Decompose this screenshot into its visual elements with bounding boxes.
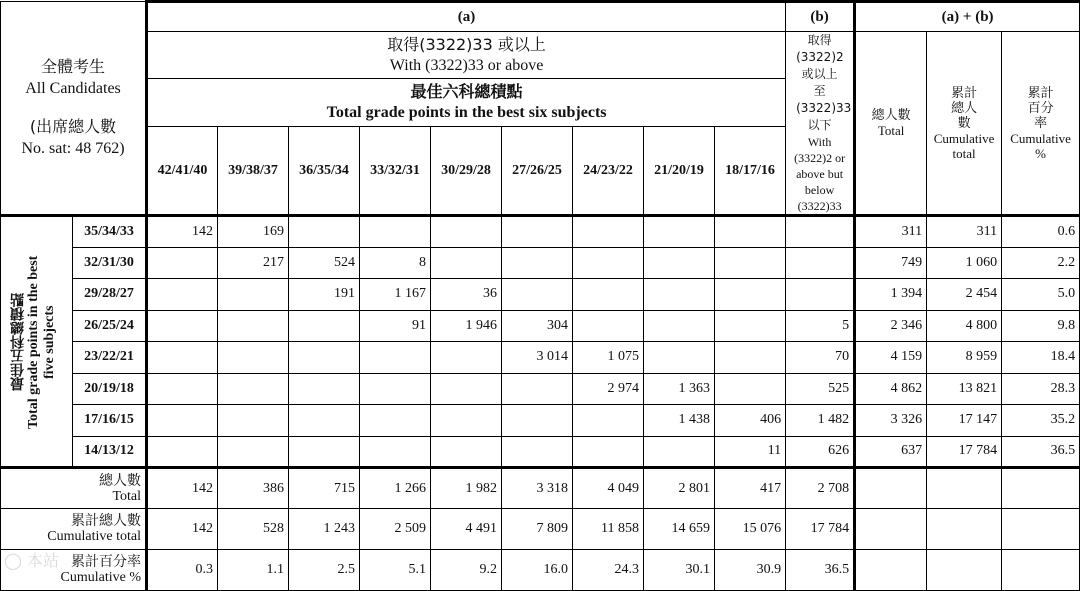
empty-cell: [927, 550, 1002, 591]
table-row: [1, 373, 1080, 405]
header-total-zh: 總人數: [871, 108, 911, 123]
empty-cell: [1002, 550, 1080, 591]
summary-cell: 2.5: [289, 550, 360, 591]
section-a-label: (a): [147, 2, 786, 32]
corner-cell: [1, 2, 147, 216]
data-cell: [715, 247, 786, 279]
data-cell: 91: [360, 310, 431, 342]
total-cell: 2 346: [855, 310, 927, 342]
row-axis-zh: 最佳五科總積點: [9, 292, 26, 391]
row-label: 20/19/18: [73, 373, 147, 405]
data-cell: [431, 342, 502, 374]
data-cell: [502, 247, 573, 279]
header-a-en: With (3322)33 or above: [389, 56, 544, 74]
summary-label-zh: 累計總人數: [71, 513, 142, 529]
table-row: [1, 216, 1080, 248]
summary-row: [1, 468, 1080, 509]
empty-cell: [1002, 509, 1080, 550]
summary-label-en: Cumulative %: [60, 570, 142, 585]
data-cell: [715, 310, 786, 342]
data-cell: 142: [147, 216, 218, 248]
column-header: 39/38/37: [218, 127, 289, 216]
data-cell: [147, 405, 218, 437]
cumulative-cell: 17 784: [927, 436, 1002, 468]
cumulative-cell: 311: [927, 216, 1002, 248]
header-a-subtitle: [147, 78, 786, 127]
table-row: [1, 342, 1080, 374]
data-cell: [289, 436, 360, 468]
data-cell: [573, 279, 644, 311]
data-cell: [147, 342, 218, 374]
data-cell: [644, 216, 715, 248]
section-b-cell: 525: [786, 373, 855, 405]
section-b-cell: [786, 247, 855, 279]
header-a-sub-zh: 最佳六科總積點: [410, 82, 523, 102]
header-total-en: Total: [877, 123, 905, 138]
percent-cell: 36.5: [1002, 436, 1080, 468]
summary-cell: 5.1: [360, 550, 431, 591]
header-a-criteria: [147, 32, 786, 79]
data-cell: [573, 310, 644, 342]
header-a-zh: 取得(3322)33 或以上: [387, 34, 546, 54]
total-cell: 4 159: [855, 342, 927, 374]
data-cell: [360, 436, 431, 468]
summary-cell: 1 243: [289, 509, 360, 550]
summary-cell: 528: [218, 509, 289, 550]
summary-cell: 11 858: [573, 509, 644, 550]
column-header: 21/20/19: [644, 127, 715, 216]
empty-cell: [1002, 468, 1080, 509]
header-pct-cell: [1002, 32, 1080, 216]
data-cell: [502, 216, 573, 248]
column-header: 24/23/22: [573, 127, 644, 216]
total-cell: 4 862: [855, 373, 927, 405]
column-header: 42/41/40: [147, 127, 218, 216]
summary-cell: 4 491: [431, 509, 502, 550]
summary-cell: 30.9: [715, 550, 786, 591]
total-cell: 749: [855, 247, 927, 279]
header-cum-cell: [927, 32, 1002, 216]
data-cell: 1 075: [573, 342, 644, 374]
summary-cell: 715: [289, 468, 360, 509]
section-b-cell: 1 482: [786, 405, 855, 437]
summary-cell: 17 784: [786, 509, 855, 550]
summary-cell: 1.1: [218, 550, 289, 591]
percent-cell: 18.4: [1002, 342, 1080, 374]
data-cell: [431, 216, 502, 248]
total-cell: 311: [855, 216, 927, 248]
total-cell: 3 326: [855, 405, 927, 437]
data-cell: [715, 373, 786, 405]
data-cell: [218, 405, 289, 437]
row-axis-label: [1, 216, 73, 468]
data-cell: [147, 310, 218, 342]
data-cell: 217: [218, 247, 289, 279]
row-axis-en: Total grade points in the best five subjects: [25, 254, 57, 429]
percent-cell: 2.2: [1002, 247, 1080, 279]
header-pct-zh: 累計百分率: [1027, 85, 1054, 131]
empty-cell: [855, 468, 927, 509]
corner-sat-zh: (出席總人數: [29, 117, 117, 136]
data-cell: [573, 247, 644, 279]
row-label: 32/31/30: [73, 247, 147, 279]
section-b-cell: [786, 279, 855, 311]
percent-cell: 28.3: [1002, 373, 1080, 405]
data-cell: [715, 216, 786, 248]
column-header: 33/32/31: [360, 127, 431, 216]
data-cell: [573, 216, 644, 248]
data-cell: 1 438: [644, 405, 715, 437]
summary-cell: 3 318: [502, 468, 573, 509]
cumulative-cell: 17 147: [927, 405, 1002, 437]
summary-label-zh: 總人數: [99, 472, 142, 489]
header-cum-en: Cumulative total: [933, 130, 995, 161]
summary-cell: 417: [715, 468, 786, 509]
summary-cell: 30.1: [644, 550, 715, 591]
empty-cell: [927, 468, 1002, 509]
summary-label: [1, 468, 147, 509]
summary-cell: 24.3: [573, 550, 644, 591]
data-cell: [218, 310, 289, 342]
section-b-cell: 626: [786, 436, 855, 468]
data-cell: [289, 216, 360, 248]
summary-cell: 142: [147, 468, 218, 509]
data-cell: [502, 373, 573, 405]
corner-sat-en: No. sat: 48 762): [21, 140, 125, 157]
summary-cell: 14 659: [644, 509, 715, 550]
data-cell: [289, 342, 360, 374]
header-a-sub-en: Total grade points in the best six subjects: [326, 104, 607, 122]
total-cell: 1 394: [855, 279, 927, 311]
summary-cell: 0.3: [147, 550, 218, 591]
data-cell: 36: [431, 279, 502, 311]
summary-row: [1, 509, 1080, 550]
data-cell: 1 167: [360, 279, 431, 311]
data-cell: [502, 436, 573, 468]
summary-cell: 2 708: [786, 468, 855, 509]
summary-cell: 1 266: [360, 468, 431, 509]
column-header: 27/26/25: [502, 127, 573, 216]
watermark: ◯ 本站: [4, 551, 59, 570]
table-row: [1, 405, 1080, 437]
row-label: 17/16/15: [73, 405, 147, 437]
data-cell: [431, 247, 502, 279]
cumulative-cell: 8 959: [927, 342, 1002, 374]
data-cell: [502, 405, 573, 437]
data-cell: [573, 436, 644, 468]
section-b-cell: 70: [786, 342, 855, 374]
row-label: 14/13/12: [73, 436, 147, 468]
data-cell: 2 974: [573, 373, 644, 405]
data-cell: [644, 247, 715, 279]
summary-cell: 2 801: [644, 468, 715, 509]
percent-cell: 9.8: [1002, 310, 1080, 342]
data-cell: [289, 405, 360, 437]
row-label: 29/28/27: [73, 279, 147, 311]
column-header: 36/35/34: [289, 127, 360, 216]
data-cell: [360, 216, 431, 248]
cumulative-cell: 4 800: [927, 310, 1002, 342]
data-cell: 406: [715, 405, 786, 437]
summary-cell: 36.5: [786, 550, 855, 591]
data-cell: [218, 373, 289, 405]
summary-cell: 16.0: [502, 550, 573, 591]
data-cell: 1 363: [644, 373, 715, 405]
header-cum-zh: 累計總人數: [951, 85, 978, 131]
data-cell: [431, 436, 502, 468]
summary-label-en: Total: [112, 488, 142, 504]
section-ab-label: (a) + (b): [855, 2, 1080, 32]
summary-label-en: Cumulative total: [47, 529, 142, 544]
data-cell: 191: [289, 279, 360, 311]
data-cell: [431, 373, 502, 405]
summary-cell: 4 049: [573, 468, 644, 509]
summary-cell: 1 982: [431, 468, 502, 509]
data-cell: [644, 342, 715, 374]
summary-row: [1, 550, 1080, 591]
data-cell: [218, 436, 289, 468]
corner-en: All Candidates: [25, 80, 121, 97]
corner-zh: 全體考生: [41, 57, 106, 76]
cumulative-cell: 2 454: [927, 279, 1002, 311]
header-total-cell: [855, 32, 927, 216]
data-cell: [218, 279, 289, 311]
percent-cell: 35.2: [1002, 405, 1080, 437]
header-b-zh: 取得(3322)2或以上至(3322)33以下: [796, 33, 852, 132]
cumulative-cell: 1 060: [927, 247, 1002, 279]
empty-cell: [855, 550, 927, 591]
empty-cell: [927, 509, 1002, 550]
data-cell: [360, 405, 431, 437]
data-cell: [644, 279, 715, 311]
data-cell: [289, 310, 360, 342]
data-cell: 304: [502, 310, 573, 342]
data-cell: [715, 279, 786, 311]
summary-cell: 9.2: [431, 550, 502, 591]
section-b-cell: 5: [786, 310, 855, 342]
total-cell: 637: [855, 436, 927, 468]
data-cell: [360, 373, 431, 405]
column-header: 18/17/16: [715, 127, 786, 216]
row-label: 35/34/33: [73, 216, 147, 248]
data-cell: 169: [218, 216, 289, 248]
summary-cell: 2 509: [360, 509, 431, 550]
table-row: [1, 279, 1080, 311]
row-axis-text: [10, 254, 64, 430]
table-row: [1, 247, 1080, 279]
data-cell: [147, 373, 218, 405]
data-cell: 3 014: [502, 342, 573, 374]
summary-label-zh: 累計百分率: [71, 554, 142, 570]
data-cell: 1 946: [431, 310, 502, 342]
summary-label: [1, 550, 147, 591]
data-cell: [360, 342, 431, 374]
data-cell: [573, 405, 644, 437]
data-cell: [218, 342, 289, 374]
row-label: 26/25/24: [73, 310, 147, 342]
header-b-en: With (3322)2 or above but below (3322)33: [794, 135, 846, 213]
data-cell: [715, 342, 786, 374]
data-cell: [431, 405, 502, 437]
column-header: 30/29/28: [431, 127, 502, 216]
summary-label: [1, 509, 147, 550]
table-row: [1, 310, 1080, 342]
data-cell: [644, 310, 715, 342]
header-pct-en: Cumulative %: [1010, 130, 1071, 161]
data-cell: [289, 373, 360, 405]
summary-cell: 142: [147, 509, 218, 550]
summary-cell: 15 076: [715, 509, 786, 550]
percent-cell: 0.6: [1002, 216, 1080, 248]
data-cell: [147, 247, 218, 279]
data-cell: [644, 436, 715, 468]
table-row: [1, 436, 1080, 468]
data-cell: 11: [715, 436, 786, 468]
row-label: 23/22/21: [73, 342, 147, 374]
data-cell: 8: [360, 247, 431, 279]
header-b-cell: [786, 32, 855, 216]
data-cell: 524: [289, 247, 360, 279]
section-b-cell: [786, 216, 855, 248]
data-cell: [147, 436, 218, 468]
section-b-label: (b): [786, 2, 855, 32]
data-cell: [147, 279, 218, 311]
percent-cell: 5.0: [1002, 279, 1080, 311]
data-cell: [502, 279, 573, 311]
summary-cell: 7 809: [502, 509, 573, 550]
summary-cell: 386: [218, 468, 289, 509]
cumulative-cell: 13 821: [927, 373, 1002, 405]
empty-cell: [855, 509, 927, 550]
